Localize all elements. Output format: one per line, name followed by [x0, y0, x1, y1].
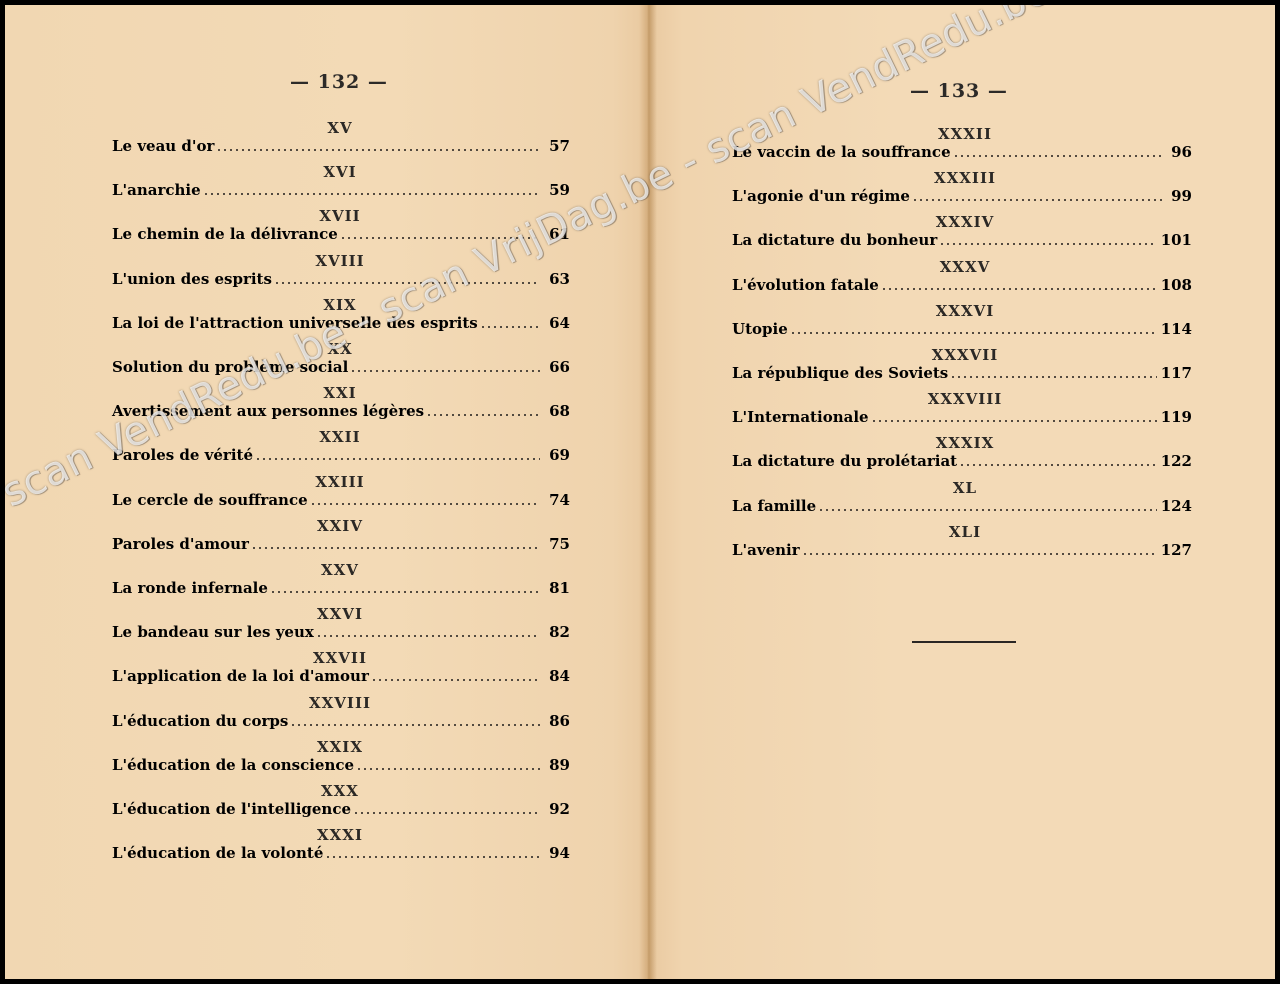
- dot-leader: [426, 414, 540, 416]
- dot-leader: [290, 724, 540, 726]
- chapter-numeral: XXXVI: [935, 301, 995, 320]
- toc-entry-title: Le veau d'or: [112, 137, 215, 155]
- dot-leader: [818, 509, 1157, 511]
- toc-entry-title: Paroles de vérité: [112, 446, 253, 465]
- toc-entry: [732, 495, 1192, 515]
- toc-entry: [112, 665, 570, 685]
- chapter-numeral: XXIII: [315, 472, 365, 491]
- dot-leader: [316, 635, 540, 637]
- toc-entry-page: 66: [549, 358, 570, 376]
- chapter-numeral: XXI: [323, 384, 357, 403]
- dot-leader: [371, 679, 540, 681]
- toc-entry-title: L'union des esprits: [112, 269, 272, 288]
- dot-leader: [255, 458, 540, 460]
- dot-leader: [802, 553, 1157, 555]
- toc-entry-page: 75: [549, 534, 570, 553]
- toc-entry-title: La dictature du prolétariat: [732, 452, 958, 471]
- toc-entry-title: La loi de l'attraction universelle des esprits: [112, 313, 478, 332]
- toc-entry: [732, 318, 1192, 338]
- chapter-numeral: XVII: [319, 207, 361, 226]
- toc-entry: [732, 229, 1192, 249]
- chapter-numeral: XXXVIII: [927, 390, 1003, 409]
- toc-entry-page: 82: [549, 623, 570, 642]
- toc-entry-page: 63: [549, 269, 570, 288]
- chapter-numeral: XL: [952, 478, 978, 497]
- dot-leader: [353, 812, 540, 814]
- toc-entry-page: 86: [549, 711, 570, 730]
- toc-entry: [732, 141, 1192, 161]
- dot-leader: [871, 420, 1157, 422]
- toc-entry-page: 57: [549, 137, 570, 155]
- dot-leader: [310, 503, 540, 505]
- dot-leader: [939, 243, 1156, 245]
- toc-entry-title: L'éducation du corps: [112, 711, 289, 730]
- toc-entry: [732, 274, 1192, 294]
- toc-entry: [732, 185, 1192, 205]
- dot-leader: [270, 591, 540, 593]
- chapter-numeral: XVIII: [315, 251, 365, 270]
- chapter-numeral: XXXIII: [934, 169, 996, 188]
- dot-leader: [950, 376, 1156, 378]
- toc-entry-page: 122: [1160, 452, 1192, 471]
- dot-leader: [350, 370, 540, 372]
- toc-entry: [112, 754, 570, 774]
- toc-entry-page: 68: [549, 402, 570, 421]
- left-page: [5, 5, 645, 979]
- toc-entry-title: La république des Soviets: [732, 364, 949, 382]
- toc-entry-title: La famille: [732, 496, 817, 515]
- left-page-number: — 132 —: [290, 71, 388, 93]
- toc-entry: [112, 489, 570, 509]
- chapter-numeral: XX: [327, 340, 353, 358]
- toc-entry: [112, 356, 570, 376]
- toc-entry: [732, 362, 1192, 382]
- chapter-numeral: XV: [327, 119, 353, 137]
- toc-entry: [112, 842, 570, 862]
- toc-entry-title: Le chemin de la délivrance: [112, 225, 338, 244]
- toc-entry-page: 94: [549, 844, 570, 863]
- toc-entry-page: 117: [1160, 364, 1192, 382]
- toc-entry-page: 114: [1160, 319, 1192, 338]
- toc-entry: [732, 450, 1192, 470]
- dot-leader: [251, 547, 540, 549]
- chapter-numeral: XXVII: [313, 649, 367, 668]
- toc-entry: [112, 710, 570, 730]
- toc-entry-title: La dictature du bonheur: [732, 231, 938, 250]
- toc-entry-title: Le vaccin de la souffrance: [732, 143, 951, 161]
- chapter-numeral: XXXIX: [935, 434, 995, 453]
- toc-entry-page: 96: [1171, 143, 1192, 161]
- toc-entry: [732, 539, 1192, 559]
- toc-entry-title: L'éducation de l'intelligence: [112, 800, 352, 818]
- toc-entry-title: L'éducation de la conscience: [112, 755, 355, 774]
- dot-leader: [480, 326, 540, 328]
- toc-entry-page: 84: [549, 667, 570, 686]
- toc-entry-page: 108: [1160, 275, 1192, 294]
- toc-entry-page: 61: [549, 225, 570, 244]
- toc-entry-page: 89: [549, 755, 570, 774]
- toc-entry-page: 124: [1160, 496, 1192, 515]
- toc-entry-title: Utopie: [732, 319, 788, 338]
- toc-entry-title: La ronde infernale: [112, 579, 268, 597]
- toc-entry-page: 119: [1160, 408, 1192, 427]
- toc-entry-page: 64: [549, 313, 570, 332]
- toc-entry-title: Solution du problème social: [112, 358, 349, 376]
- chapter-numeral: XXV: [321, 561, 359, 579]
- toc-entry-title: L'Internationale: [732, 408, 869, 427]
- chapter-numeral: XXXV: [939, 257, 991, 276]
- chapter-numeral: XVI: [323, 163, 357, 182]
- chapter-numeral: XXXVII: [931, 346, 999, 364]
- toc-entry-page: 69: [549, 446, 570, 465]
- toc-entry-title: Le cercle de souffrance: [112, 490, 308, 509]
- right-page-number: — 133 —: [910, 80, 1008, 102]
- chapter-numeral: XXXII: [938, 125, 992, 143]
- toc-entry: [112, 621, 570, 641]
- toc-entry-page: 81: [549, 579, 570, 597]
- toc-entry-page: 101: [1160, 231, 1192, 250]
- dot-leader: [790, 332, 1157, 334]
- toc-entry-title: Avertissement aux personnes légères: [112, 402, 425, 421]
- dot-leader: [356, 768, 540, 770]
- toc-entry-title: Paroles d'amour: [112, 534, 249, 553]
- toc-entry-title: Le bandeau sur les yeux: [112, 623, 314, 642]
- toc-entry-title: L'avenir: [732, 540, 800, 559]
- dot-leader: [325, 856, 540, 858]
- toc-entry-page: 92: [549, 800, 570, 818]
- dot-leader: [881, 288, 1157, 290]
- chapter-numeral: XXII: [319, 428, 361, 447]
- toc-entry: [112, 798, 570, 818]
- dot-leader: [959, 464, 1157, 466]
- chapter-numeral: XXXI: [317, 826, 363, 845]
- chapter-numeral: XXVI: [317, 605, 363, 624]
- toc-entry-page: 74: [549, 490, 570, 509]
- toc-entry-page: 99: [1171, 187, 1192, 206]
- end-rule: [912, 641, 1016, 643]
- dot-leader: [203, 193, 540, 195]
- scan-watermark: scan VendRedu.be - scan VrijDag.be - scan VendRedu.be: [5, 5, 1058, 517]
- toc-entry-title: L'anarchie: [112, 181, 201, 200]
- chapter-numeral: XXXIV: [935, 213, 995, 232]
- dot-leader: [912, 199, 1162, 201]
- toc-entry-title: L'agonie d'un régime: [732, 187, 910, 206]
- toc-entry: [112, 533, 570, 553]
- chapter-numeral: XLI: [948, 522, 982, 541]
- toc-entry: [112, 135, 570, 155]
- book-spread: [5, 5, 1275, 979]
- chapter-numeral: XXX: [321, 782, 359, 800]
- chapter-numeral: XIX: [323, 295, 357, 314]
- toc-entry: [732, 406, 1192, 426]
- toc-entry-title: L'évolution fatale: [732, 275, 879, 294]
- dot-leader: [953, 155, 1162, 157]
- toc-entry-title: L'application de la loi d'amour: [112, 667, 369, 686]
- dot-leader: [216, 149, 540, 151]
- toc-entry: [112, 179, 570, 199]
- toc-entry: [112, 577, 570, 597]
- book-spine: [639, 5, 657, 979]
- chapter-numeral: XXIX: [317, 737, 363, 756]
- toc-entry-page: 127: [1160, 540, 1192, 559]
- toc-entry-title: L'éducation de la volonté: [112, 844, 324, 863]
- chapter-numeral: XXIV: [317, 516, 363, 535]
- toc-entry: [112, 444, 570, 464]
- chapter-numeral: XXVIII: [309, 693, 371, 712]
- toc-entry-page: 59: [549, 181, 570, 200]
